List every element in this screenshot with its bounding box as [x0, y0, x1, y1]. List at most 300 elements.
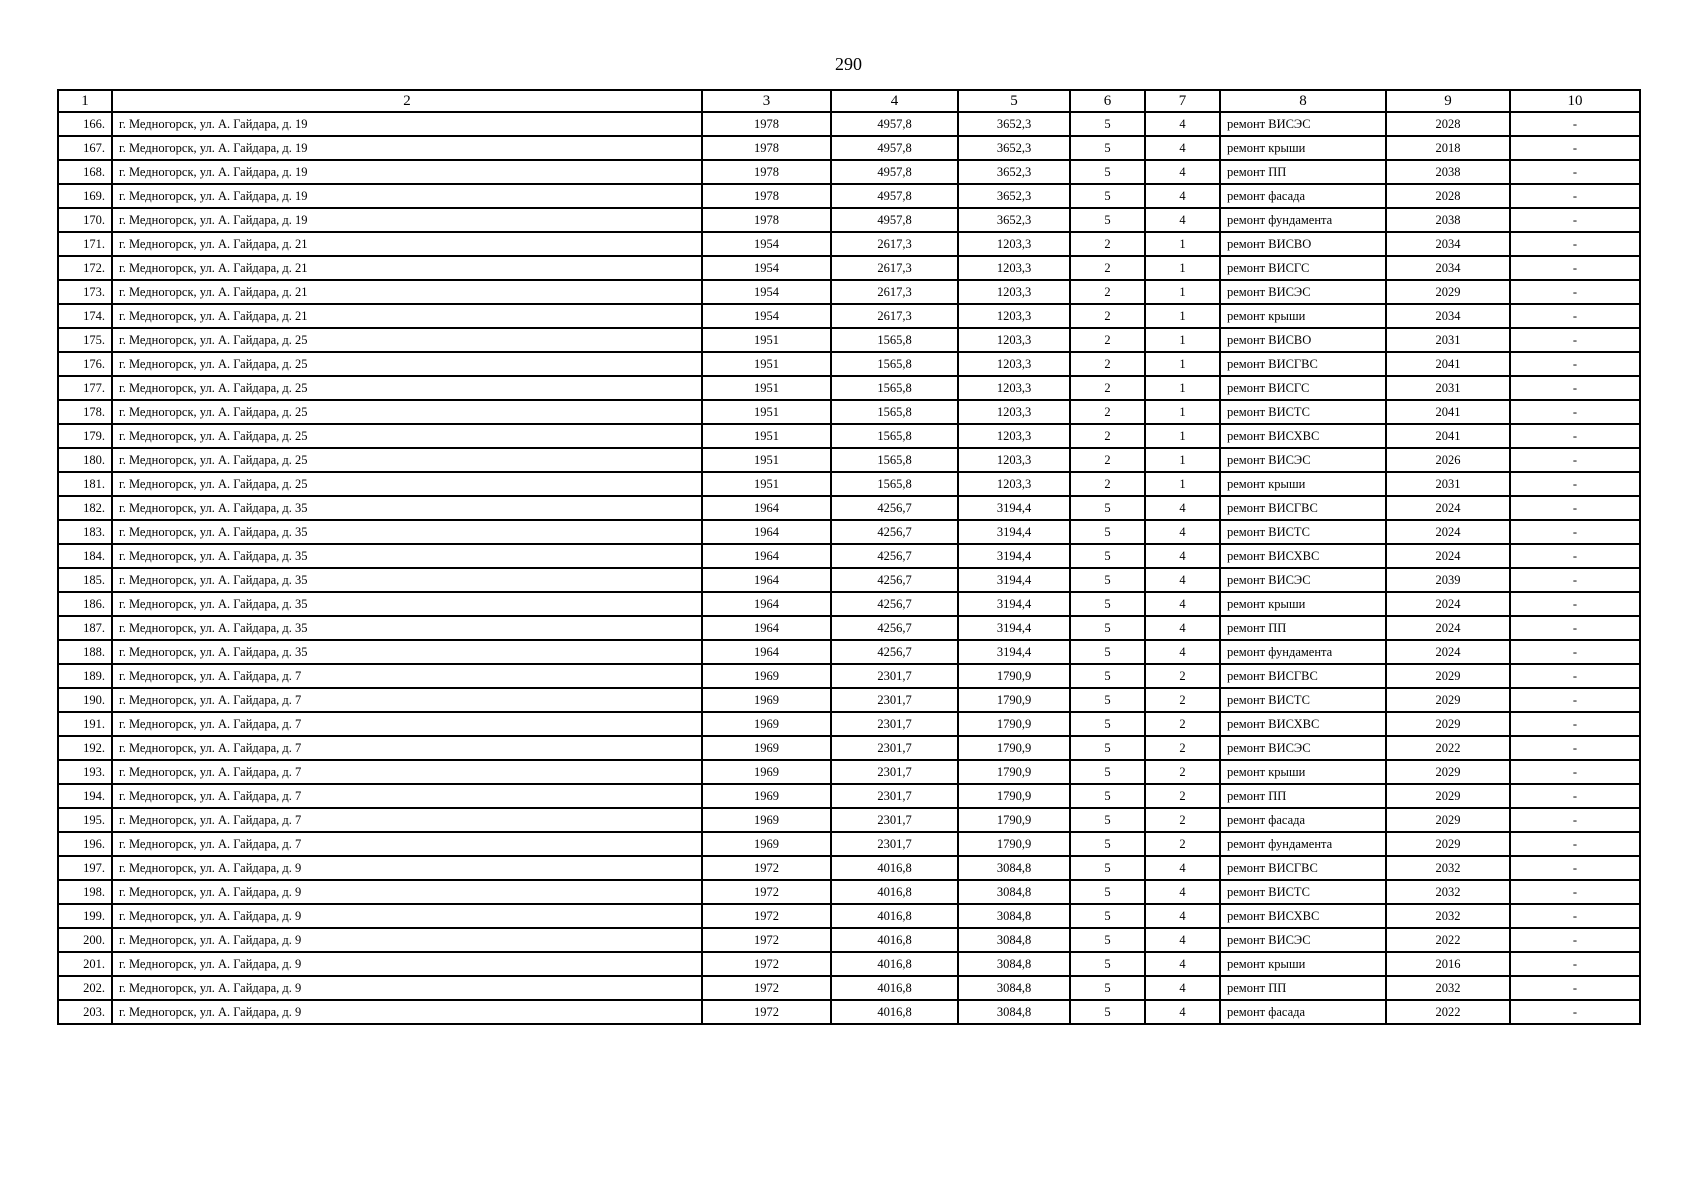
row-number-cell: 167. [58, 136, 112, 160]
year-cell: 1972 [702, 856, 831, 880]
planned-year-cell: 2028 [1386, 112, 1510, 136]
planned-year-cell: 2029 [1386, 688, 1510, 712]
living-area-cell: 3652,3 [958, 160, 1070, 184]
row-number-cell: 171. [58, 232, 112, 256]
floors-cell: 2 [1070, 256, 1145, 280]
work-type-cell: ремонт ВИСХВС [1220, 424, 1386, 448]
floors-cell: 5 [1070, 688, 1145, 712]
year-cell: 1972 [702, 952, 831, 976]
work-type-cell: ремонт ВИСГВС [1220, 496, 1386, 520]
living-area-cell: 3084,8 [958, 1000, 1070, 1024]
note-cell: - [1510, 664, 1640, 688]
living-area-cell: 1203,3 [958, 376, 1070, 400]
living-area-cell: 3652,3 [958, 112, 1070, 136]
note-cell: - [1510, 1000, 1640, 1024]
planned-year-cell: 2029 [1386, 760, 1510, 784]
row-number-cell: 172. [58, 256, 112, 280]
living-area-cell: 3084,8 [958, 904, 1070, 928]
floors-cell: 2 [1070, 424, 1145, 448]
floors-cell: 5 [1070, 736, 1145, 760]
living-area-cell: 1203,3 [958, 352, 1070, 376]
work-type-cell: ремонт крыши [1220, 136, 1386, 160]
address-cell: г. Медногорск, ул. А. Гайдара, д. 9 [112, 928, 702, 952]
year-cell: 1969 [702, 736, 831, 760]
year-cell: 1969 [702, 712, 831, 736]
entrances-cell: 4 [1145, 544, 1220, 568]
year-cell: 1969 [702, 784, 831, 808]
row-number-cell: 180. [58, 448, 112, 472]
year-cell: 1978 [702, 136, 831, 160]
address-cell: г. Медногорск, ул. А. Гайдара, д. 7 [112, 760, 702, 784]
row-number-cell: 195. [58, 808, 112, 832]
table-row [58, 760, 1640, 784]
planned-year-cell: 2024 [1386, 520, 1510, 544]
work-type-cell: ремонт ВИСГВС [1220, 352, 1386, 376]
year-cell: 1978 [702, 112, 831, 136]
note-cell: - [1510, 424, 1640, 448]
work-type-cell: ремонт ВИСТС [1220, 688, 1386, 712]
row-number-cell: 201. [58, 952, 112, 976]
entrances-cell: 1 [1145, 472, 1220, 496]
year-cell: 1951 [702, 352, 831, 376]
address-cell: г. Медногорск, ул. А. Гайдара, д. 35 [112, 568, 702, 592]
floors-cell: 2 [1070, 376, 1145, 400]
note-cell: - [1510, 256, 1640, 280]
entrances-cell: 2 [1145, 760, 1220, 784]
planned-year-cell: 2031 [1386, 376, 1510, 400]
living-area-cell: 1203,3 [958, 232, 1070, 256]
note-cell: - [1510, 688, 1640, 712]
living-area-cell: 1790,9 [958, 664, 1070, 688]
entrances-cell: 1 [1145, 304, 1220, 328]
year-cell: 1972 [702, 1000, 831, 1024]
floors-cell: 2 [1070, 232, 1145, 256]
living-area-cell: 3194,4 [958, 640, 1070, 664]
living-area-cell: 3194,4 [958, 544, 1070, 568]
living-area-cell: 3652,3 [958, 208, 1070, 232]
living-area-cell: 1790,9 [958, 712, 1070, 736]
year-cell: 1964 [702, 640, 831, 664]
work-type-cell: ремонт фасада [1220, 1000, 1386, 1024]
work-type-cell: ремонт крыши [1220, 592, 1386, 616]
planned-year-cell: 2032 [1386, 976, 1510, 1000]
row-number-cell: 175. [58, 328, 112, 352]
floors-cell: 5 [1070, 520, 1145, 544]
work-type-cell: ремонт крыши [1220, 304, 1386, 328]
planned-year-cell: 2041 [1386, 400, 1510, 424]
table-body [58, 112, 1640, 1024]
column-number-header-row [58, 90, 1640, 112]
row-number-cell: 166. [58, 112, 112, 136]
work-type-cell: ремонт фундамента [1220, 832, 1386, 856]
work-type-cell: ремонт ВИСВО [1220, 328, 1386, 352]
address-cell: г. Медногорск, ул. А. Гайдара, д. 9 [112, 904, 702, 928]
note-cell: - [1510, 136, 1640, 160]
address-cell: г. Медногорск, ул. А. Гайдара, д. 35 [112, 520, 702, 544]
work-type-cell: ремонт ПП [1220, 784, 1386, 808]
address-cell: г. Медногорск, ул. А. Гайдара, д. 9 [112, 880, 702, 904]
floors-cell: 5 [1070, 208, 1145, 232]
row-number-cell: 184. [58, 544, 112, 568]
total-area-cell: 4256,7 [831, 592, 958, 616]
row-number-cell: 187. [58, 616, 112, 640]
work-type-cell: ремонт ВИСХВС [1220, 904, 1386, 928]
row-number-cell: 182. [58, 496, 112, 520]
planned-year-cell: 2038 [1386, 160, 1510, 184]
work-type-cell: ремонт ВИСЭС [1220, 280, 1386, 304]
living-area-cell: 3084,8 [958, 928, 1070, 952]
entrances-cell: 4 [1145, 520, 1220, 544]
total-area-cell: 4957,8 [831, 112, 958, 136]
floors-cell: 5 [1070, 664, 1145, 688]
entrances-cell: 4 [1145, 160, 1220, 184]
note-cell: - [1510, 472, 1640, 496]
column-header: 1 [58, 90, 112, 112]
entrances-cell: 4 [1145, 880, 1220, 904]
note-cell: - [1510, 568, 1640, 592]
address-cell: г. Медногорск, ул. А. Гайдара, д. 21 [112, 256, 702, 280]
work-type-cell: ремонт ВИСЭС [1220, 448, 1386, 472]
address-cell: г. Медногорск, ул. А. Гайдара, д. 21 [112, 232, 702, 256]
table-row [58, 352, 1640, 376]
year-cell: 1972 [702, 928, 831, 952]
address-cell: г. Медногорск, ул. А. Гайдара, д. 7 [112, 688, 702, 712]
note-cell: - [1510, 352, 1640, 376]
floors-cell: 5 [1070, 496, 1145, 520]
total-area-cell: 4957,8 [831, 184, 958, 208]
year-cell: 1969 [702, 760, 831, 784]
year-cell: 1972 [702, 880, 831, 904]
floors-cell: 2 [1070, 304, 1145, 328]
row-number-cell: 190. [58, 688, 112, 712]
entrances-cell: 1 [1145, 328, 1220, 352]
planned-year-cell: 2029 [1386, 808, 1510, 832]
total-area-cell: 1565,8 [831, 400, 958, 424]
total-area-cell: 4016,8 [831, 880, 958, 904]
row-number-cell: 181. [58, 472, 112, 496]
year-cell: 1972 [702, 904, 831, 928]
address-cell: г. Медногорск, ул. А. Гайдара, д. 7 [112, 784, 702, 808]
planned-year-cell: 2029 [1386, 832, 1510, 856]
row-number-cell: 199. [58, 904, 112, 928]
row-number-cell: 176. [58, 352, 112, 376]
column-header: 9 [1386, 90, 1510, 112]
living-area-cell: 3194,4 [958, 616, 1070, 640]
floors-cell: 5 [1070, 640, 1145, 664]
year-cell: 1969 [702, 688, 831, 712]
table-row [58, 232, 1640, 256]
note-cell: - [1510, 400, 1640, 424]
total-area-cell: 4256,7 [831, 616, 958, 640]
entrances-cell: 1 [1145, 256, 1220, 280]
total-area-cell: 2301,7 [831, 712, 958, 736]
work-type-cell: ремонт фасада [1220, 184, 1386, 208]
total-area-cell: 4016,8 [831, 928, 958, 952]
table-row [58, 1000, 1640, 1024]
column-header: 4 [831, 90, 958, 112]
table-row [58, 688, 1640, 712]
address-cell: г. Медногорск, ул. А. Гайдара, д. 35 [112, 544, 702, 568]
note-cell: - [1510, 784, 1640, 808]
work-type-cell: ремонт ВИСГС [1220, 256, 1386, 280]
total-area-cell: 1565,8 [831, 352, 958, 376]
living-area-cell: 3194,4 [958, 592, 1070, 616]
table-row [58, 424, 1640, 448]
entrances-cell: 2 [1145, 688, 1220, 712]
year-cell: 1964 [702, 568, 831, 592]
total-area-cell: 4957,8 [831, 136, 958, 160]
floors-cell: 5 [1070, 1000, 1145, 1024]
total-area-cell: 4016,8 [831, 976, 958, 1000]
entrances-cell: 4 [1145, 112, 1220, 136]
living-area-cell: 3194,4 [958, 496, 1070, 520]
total-area-cell: 2301,7 [831, 688, 958, 712]
planned-year-cell: 2041 [1386, 352, 1510, 376]
row-number-cell: 185. [58, 568, 112, 592]
floors-cell: 5 [1070, 136, 1145, 160]
table-row [58, 376, 1640, 400]
address-cell: г. Медногорск, ул. А. Гайдара, д. 25 [112, 448, 702, 472]
table-row [58, 952, 1640, 976]
note-cell: - [1510, 184, 1640, 208]
address-cell: г. Медногорск, ул. А. Гайдара, д. 19 [112, 160, 702, 184]
row-number-cell: 178. [58, 400, 112, 424]
address-cell: г. Медногорск, ул. А. Гайдара, д. 19 [112, 208, 702, 232]
address-cell: г. Медногорск, ул. А. Гайдара, д. 35 [112, 640, 702, 664]
planned-year-cell: 2026 [1386, 448, 1510, 472]
column-header: 10 [1510, 90, 1640, 112]
work-type-cell: ремонт фундамента [1220, 640, 1386, 664]
table-row [58, 256, 1640, 280]
note-cell: - [1510, 928, 1640, 952]
note-cell: - [1510, 328, 1640, 352]
row-number-cell: 196. [58, 832, 112, 856]
planned-year-cell: 2024 [1386, 496, 1510, 520]
address-cell: г. Медногорск, ул. А. Гайдара, д. 35 [112, 616, 702, 640]
total-area-cell: 4256,7 [831, 544, 958, 568]
column-header: 8 [1220, 90, 1386, 112]
living-area-cell: 1203,3 [958, 304, 1070, 328]
work-type-cell: ремонт ВИСЭС [1220, 928, 1386, 952]
entrances-cell: 4 [1145, 592, 1220, 616]
note-cell: - [1510, 880, 1640, 904]
address-cell: г. Медногорск, ул. А. Гайдара, д. 7 [112, 736, 702, 760]
planned-year-cell: 2029 [1386, 712, 1510, 736]
table-row [58, 112, 1640, 136]
living-area-cell: 1790,9 [958, 760, 1070, 784]
note-cell: - [1510, 592, 1640, 616]
planned-year-cell: 2022 [1386, 928, 1510, 952]
row-number-cell: 179. [58, 424, 112, 448]
total-area-cell: 4256,7 [831, 496, 958, 520]
year-cell: 1969 [702, 664, 831, 688]
table-row [58, 184, 1640, 208]
year-cell: 1964 [702, 520, 831, 544]
row-number-cell: 191. [58, 712, 112, 736]
row-number-cell: 177. [58, 376, 112, 400]
work-type-cell: ремонт ВИСТС [1220, 880, 1386, 904]
entrances-cell: 4 [1145, 208, 1220, 232]
year-cell: 1954 [702, 256, 831, 280]
floors-cell: 5 [1070, 760, 1145, 784]
floors-cell: 5 [1070, 544, 1145, 568]
address-cell: г. Медногорск, ул. А. Гайдара, д. 35 [112, 592, 702, 616]
note-cell: - [1510, 208, 1640, 232]
note-cell: - [1510, 448, 1640, 472]
note-cell: - [1510, 832, 1640, 856]
note-cell: - [1510, 976, 1640, 1000]
address-cell: г. Медногорск, ул. А. Гайдара, д. 25 [112, 472, 702, 496]
living-area-cell: 1790,9 [958, 784, 1070, 808]
year-cell: 1954 [702, 232, 831, 256]
living-area-cell: 1203,3 [958, 424, 1070, 448]
table-row [58, 856, 1640, 880]
planned-year-cell: 2024 [1386, 544, 1510, 568]
total-area-cell: 2301,7 [831, 808, 958, 832]
row-number-cell: 193. [58, 760, 112, 784]
work-type-cell: ремонт ВИСХВС [1220, 544, 1386, 568]
total-area-cell: 1565,8 [831, 448, 958, 472]
entrances-cell: 1 [1145, 448, 1220, 472]
work-type-cell: ремонт крыши [1220, 760, 1386, 784]
total-area-cell: 2617,3 [831, 280, 958, 304]
entrances-cell: 4 [1145, 496, 1220, 520]
year-cell: 1972 [702, 976, 831, 1000]
year-cell: 1964 [702, 616, 831, 640]
planned-year-cell: 2022 [1386, 736, 1510, 760]
entrances-cell: 4 [1145, 904, 1220, 928]
year-cell: 1969 [702, 808, 831, 832]
table-row [58, 616, 1640, 640]
floors-cell: 5 [1070, 928, 1145, 952]
entrances-cell: 1 [1145, 232, 1220, 256]
living-area-cell: 3084,8 [958, 880, 1070, 904]
column-header: 3 [702, 90, 831, 112]
table-row [58, 664, 1640, 688]
table-row [58, 520, 1640, 544]
planned-year-cell: 2032 [1386, 904, 1510, 928]
work-type-cell: ремонт ВИСГВС [1220, 664, 1386, 688]
floors-cell: 5 [1070, 592, 1145, 616]
living-area-cell: 1790,9 [958, 808, 1070, 832]
floors-cell: 2 [1070, 328, 1145, 352]
table-row [58, 568, 1640, 592]
table-row [58, 832, 1640, 856]
entrances-cell: 2 [1145, 784, 1220, 808]
living-area-cell: 3194,4 [958, 568, 1070, 592]
living-area-cell: 3652,3 [958, 136, 1070, 160]
work-type-cell: ремонт ПП [1220, 976, 1386, 1000]
address-cell: г. Медногорск, ул. А. Гайдара, д. 25 [112, 352, 702, 376]
living-area-cell: 1790,9 [958, 736, 1070, 760]
table-row [58, 592, 1640, 616]
page-number: 290 [835, 54, 862, 74]
column-header: 2 [112, 90, 702, 112]
work-type-cell: ремонт фасада [1220, 808, 1386, 832]
address-cell: г. Медногорск, ул. А. Гайдара, д. 19 [112, 184, 702, 208]
entrances-cell: 4 [1145, 184, 1220, 208]
total-area-cell: 1565,8 [831, 328, 958, 352]
row-number-cell: 192. [58, 736, 112, 760]
column-header: 5 [958, 90, 1070, 112]
table-row [58, 904, 1640, 928]
address-cell: г. Медногорск, ул. А. Гайдара, д. 25 [112, 400, 702, 424]
note-cell: - [1510, 232, 1640, 256]
work-type-cell: ремонт ВИСВО [1220, 232, 1386, 256]
floors-cell: 5 [1070, 904, 1145, 928]
work-type-cell: ремонт ВИСГВС [1220, 856, 1386, 880]
row-number-cell: 170. [58, 208, 112, 232]
floors-cell: 5 [1070, 616, 1145, 640]
floors-cell: 5 [1070, 856, 1145, 880]
entrances-cell: 1 [1145, 376, 1220, 400]
address-cell: г. Медногорск, ул. А. Гайдара, д. 21 [112, 304, 702, 328]
year-cell: 1969 [702, 832, 831, 856]
planned-year-cell: 2024 [1386, 616, 1510, 640]
work-type-cell: ремонт ПП [1220, 160, 1386, 184]
floors-cell: 2 [1070, 352, 1145, 376]
row-number-cell: 198. [58, 880, 112, 904]
year-cell: 1951 [702, 376, 831, 400]
note-cell: - [1510, 160, 1640, 184]
total-area-cell: 2617,3 [831, 256, 958, 280]
total-area-cell: 4016,8 [831, 904, 958, 928]
row-number-cell: 169. [58, 184, 112, 208]
entrances-cell: 1 [1145, 352, 1220, 376]
living-area-cell: 1203,3 [958, 448, 1070, 472]
entrances-cell: 2 [1145, 736, 1220, 760]
entrances-cell: 4 [1145, 952, 1220, 976]
row-number-cell: 200. [58, 928, 112, 952]
column-header: 7 [1145, 90, 1220, 112]
floors-cell: 5 [1070, 112, 1145, 136]
work-type-cell: ремонт крыши [1220, 952, 1386, 976]
table-row [58, 976, 1640, 1000]
total-area-cell: 2617,3 [831, 232, 958, 256]
note-cell: - [1510, 640, 1640, 664]
note-cell: - [1510, 304, 1640, 328]
living-area-cell: 3084,8 [958, 952, 1070, 976]
address-cell: г. Медногорск, ул. А. Гайдара, д. 7 [112, 664, 702, 688]
planned-year-cell: 2028 [1386, 184, 1510, 208]
living-area-cell: 1203,3 [958, 280, 1070, 304]
floors-cell: 2 [1070, 448, 1145, 472]
work-type-cell: ремонт ВИСЭС [1220, 736, 1386, 760]
planned-year-cell: 2024 [1386, 640, 1510, 664]
address-cell: г. Медногорск, ул. А. Гайдара, д. 25 [112, 328, 702, 352]
year-cell: 1964 [702, 544, 831, 568]
floors-cell: 5 [1070, 184, 1145, 208]
row-number-cell: 189. [58, 664, 112, 688]
work-type-cell: ремонт ВИСХВС [1220, 712, 1386, 736]
total-area-cell: 2301,7 [831, 736, 958, 760]
total-area-cell: 4957,8 [831, 160, 958, 184]
year-cell: 1951 [702, 400, 831, 424]
entrances-cell: 2 [1145, 664, 1220, 688]
planned-year-cell: 2022 [1386, 1000, 1510, 1024]
year-cell: 1978 [702, 184, 831, 208]
work-type-cell: ремонт ВИСЭС [1220, 112, 1386, 136]
note-cell: - [1510, 808, 1640, 832]
total-area-cell: 4016,8 [831, 952, 958, 976]
note-cell: - [1510, 736, 1640, 760]
living-area-cell: 3194,4 [958, 520, 1070, 544]
entrances-cell: 1 [1145, 280, 1220, 304]
row-number-cell: 203. [58, 1000, 112, 1024]
total-area-cell: 4957,8 [831, 208, 958, 232]
entrances-cell: 2 [1145, 832, 1220, 856]
entrances-cell: 4 [1145, 856, 1220, 880]
